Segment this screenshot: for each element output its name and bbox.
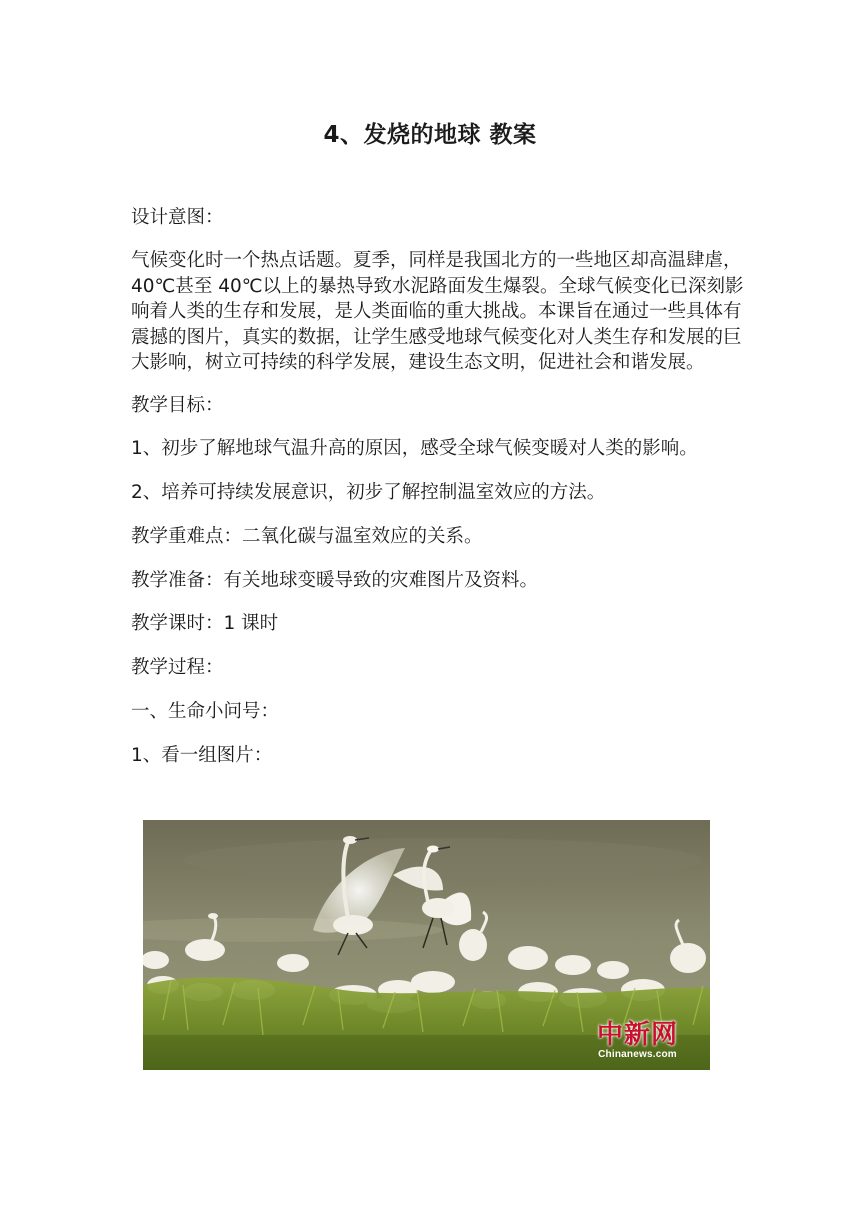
watermark-chinese: 中新网: [596, 1020, 678, 1050]
teaching-process-label: 教学过程：: [131, 657, 224, 679]
teaching-goals-label: 教学目标：: [131, 394, 224, 416]
egrets-photo: [143, 820, 710, 1070]
design-intent-paragraph: 气候变化时一个热点话题。夏季，同样是我国北方的一些地区却高温肆虐，40℃甚至 40℃以上的暴热导致水泥路面发生爆裂。全球气候变化已深刻影响着人类的生存和发展，是人类面临的重大挑战。本课旨在通过一些具体有震撼的图片，真实的数据，让学生感受地球气候变化对人类生存和发展的巨大影响，树立可持续的科学发展，建设生态文明，促进社会和谐发展。: [131, 250, 744, 373]
key-points: 教学重难点：二氧化碳与温室效应的关系。: [131, 525, 483, 547]
teaching-goal-2: 2、培养可持续发展意识，初步了解控制温室效应的方法。: [131, 482, 606, 504]
document-body: [131, 205, 751, 787]
design-intent-label: 设计意图：: [131, 207, 224, 228]
watermark-english: Chinanews.com: [598, 1049, 677, 1060]
class-hours: 教学课时：1 课时: [131, 613, 279, 635]
section-heading-1: 一、生命小问号：: [131, 701, 280, 723]
chinanews-watermark: [597, 1021, 678, 1060]
step-1: 1、看一组图片：: [131, 744, 273, 766]
teaching-goal-1: 1、初步了解地球气温升高的原因，感受全球气候变暖对人类的影响。: [131, 438, 698, 460]
document-title: 4、发烧的地球 教案: [323, 122, 537, 148]
teaching-preparation: 教学准备：有关地球变暖导致的灾难图片及资料。: [131, 569, 539, 591]
